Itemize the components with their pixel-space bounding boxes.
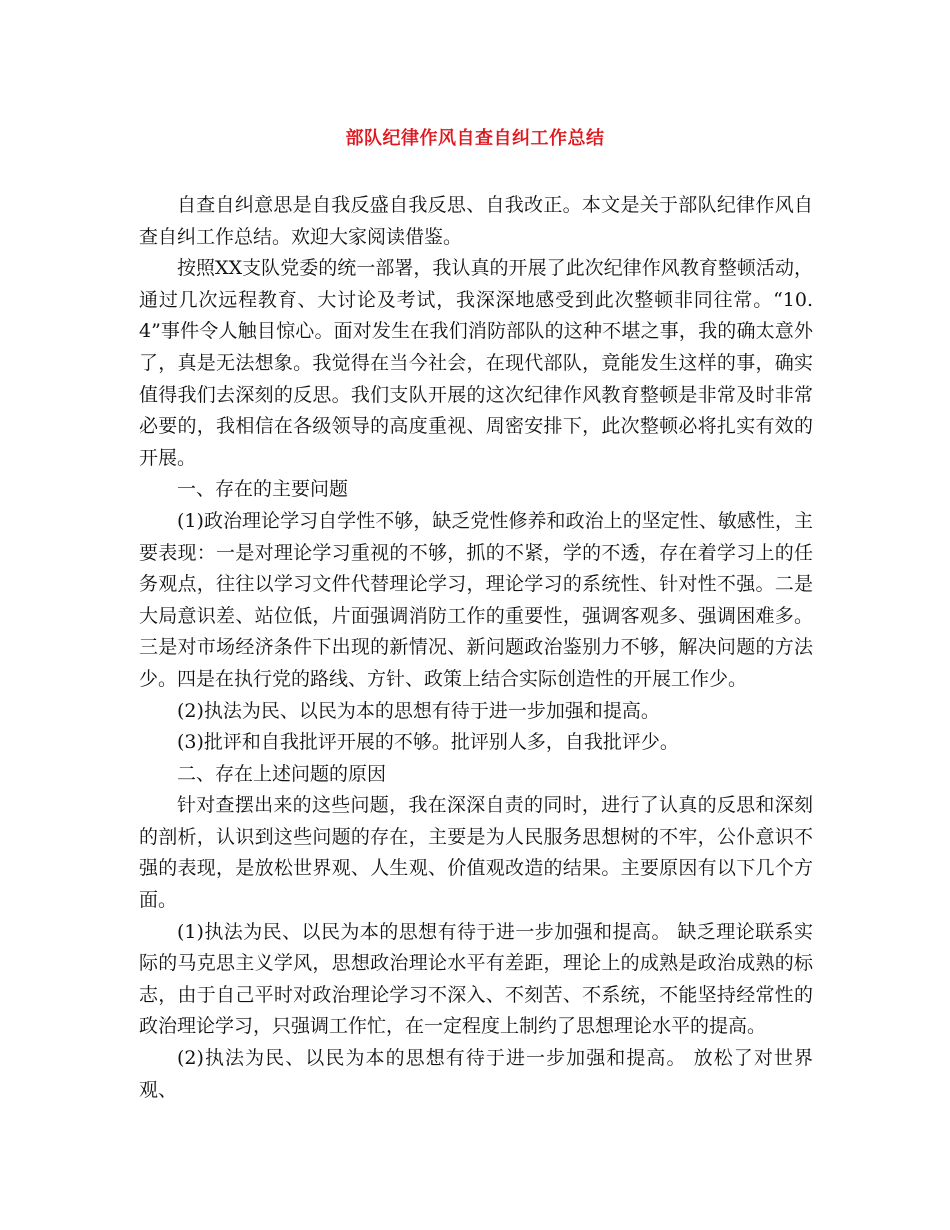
paragraph-problem-1: (1)政治理论学习自学性不够，缺乏党性修养和政治上的坚定性、敏感性，主要表现：一是对理论学习重视的不够，抓的不紧，学的不透，存在着学习上的任务观点，往往以学习文件代替理论学习，理论学习的系统性、针对性不强。二是大局意识差、站位低，片面强调消防工作的重要性，强调客观多、强调困难多。三是对市场经济条件下出现的新情况、新问题政治鉴别力不够，解决问题的方法少。四是在执行党的路线、方针、政策上结合实际创造性的开展工作少。 — [139, 509, 813, 690]
paragraph-cause-1: (1)执法为民、以民为本的思想有待于进一步加强和提高。 缺乏理论联系实际的马克思主义学风，思想政治理论水平有差距，理论上的成熟是政治成熟的标志，由于自己平时对政治理论学习不深入、不刻苦、不系统，不能坚持经常性的政治理论学习，只强调工作忙，在一定程度上制约了思想理论水平的提高。 — [139, 920, 813, 1038]
paragraph-background: 按照XX支队党委的统一部署，我认真的开展了此次纪律作风教育整顿活动，通过几次远程教育、大讨论及考试，我深深地感受到此次整顿非同往常。“10.4”事件令人触目惊心。面对发生在我们消防部队的这种不堪之事，我的确太意外了，真是无法想象。我觉得在当今社会，在现代部队，竟能发生这样的事，确实值得我们去深刻的反思。我们支队开展的这次纪律作风教育整顿是非常及时非常必要的，我相信在各级领导的高度重视、周密安排下，此次整顿必将扎实有效的开展。 — [139, 257, 813, 469]
section-heading-problems: 一、存在的主要问题 — [177, 478, 349, 501]
document-body — [139, 190, 813, 1106]
paragraph-problem-3: (3)批评和自我批评开展的不够。批评别人多，自我批评少。 — [177, 731, 679, 754]
paragraph-causes-intro: 针对查摆出来的这些问题，我在深深自责的同时，进行了认真的反思和深刻的剖析，认识到这些问题的存在，主要是为人民服务思想树的不牢，公仆意识不强的表现，是放松世界观、人生观、价值观改造的结果。主要原因有以下几个方面。 — [139, 794, 813, 912]
paragraph-cause-2: (2)执法为民、以民为本的思想有待于进一步加强和提高。 放松了对世界观、 — [139, 1047, 813, 1101]
paragraph-intro: 自查自纠意思是自我反盛自我反思、自我改正。本文是关于部队纪律作风自查自纠工作总结。欢迎大家阅读借鉴。 — [139, 194, 813, 248]
document-title: 部队纪律作风自查自纠工作总结 — [345, 128, 605, 149]
section-heading-causes: 二、存在上述问题的原因 — [177, 762, 387, 785]
paragraph-problem-2: (2)执法为民、以民为本的思想有待于进一步加强和提高。 — [177, 699, 660, 722]
